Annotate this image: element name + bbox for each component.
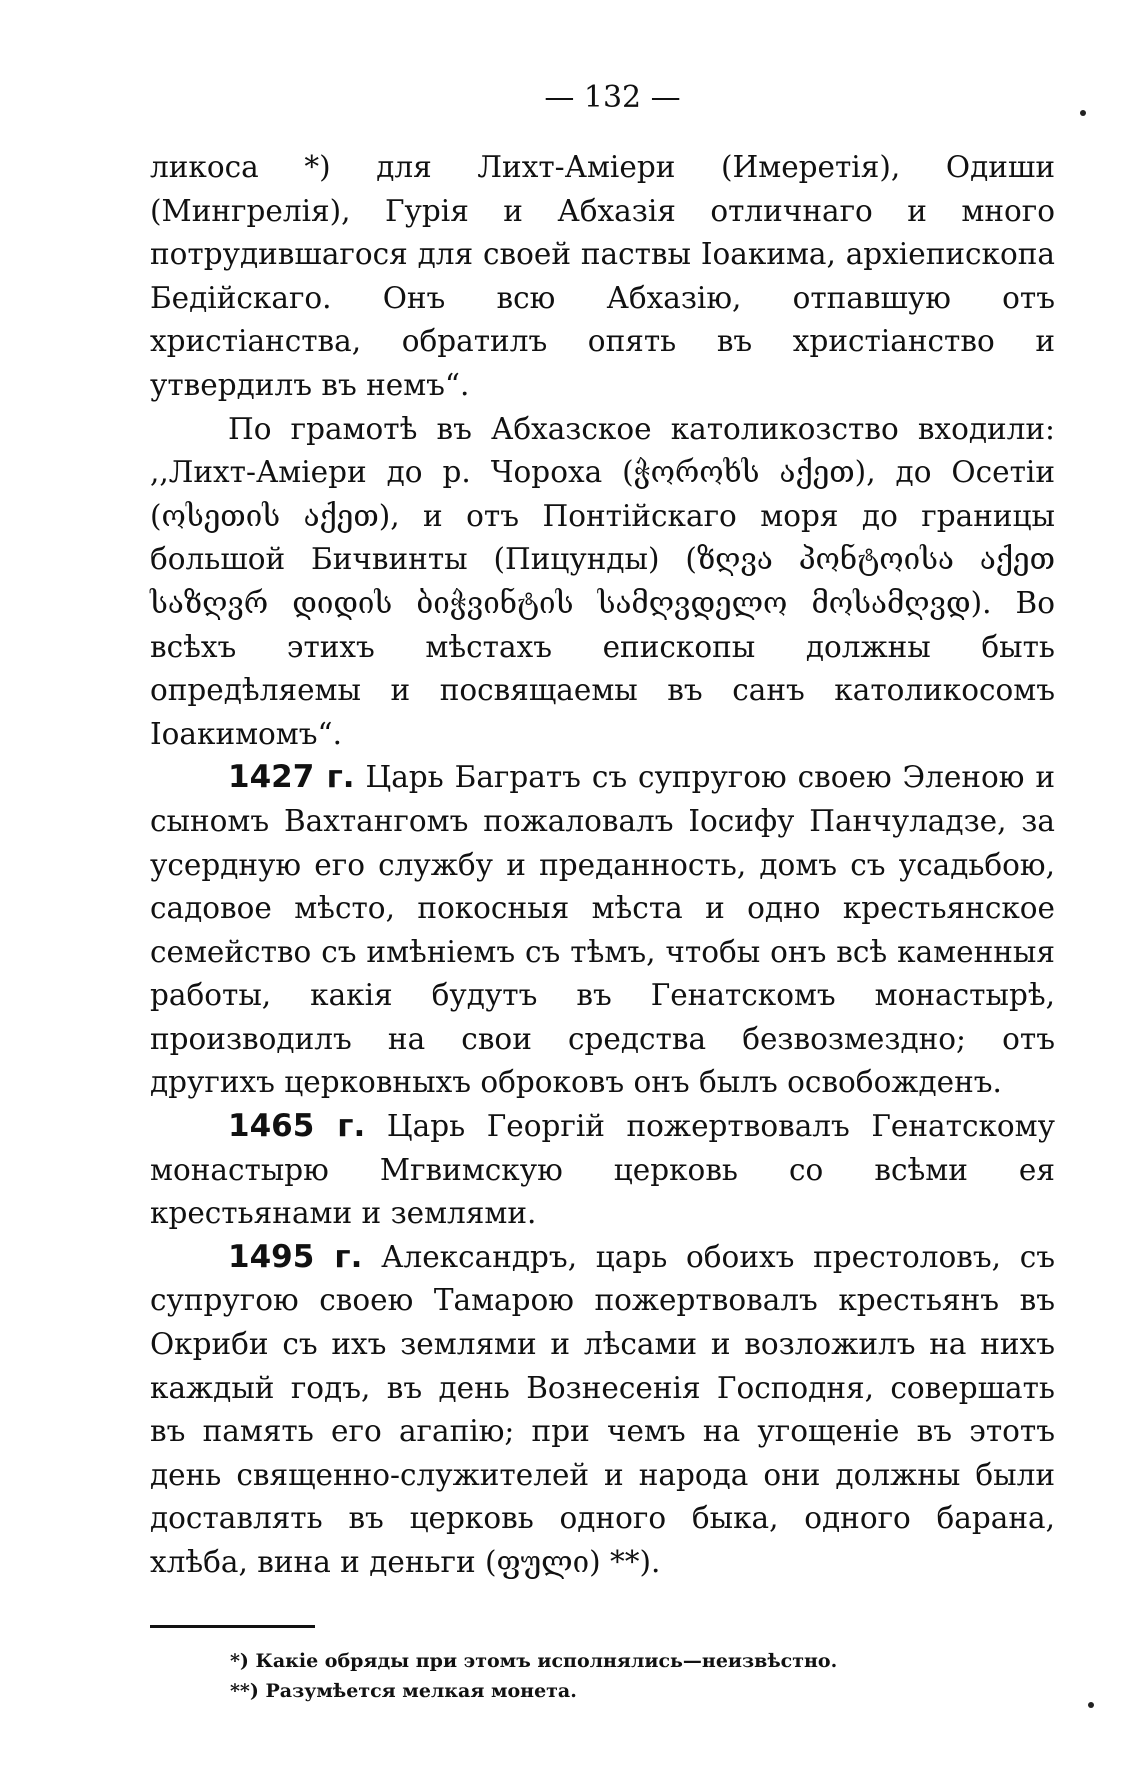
print-speck [1088, 1702, 1094, 1708]
paragraph-text: ликоса *) для Лихт-Аміери (Имеретія), Одиши (Мингрелія), Гурія и Абхазія отличнаго и много потрудившагося для своей паствы Іоакима, архіепископа Бедійскаго. Онъ всю Абхазію, отпавшую отъ христіанства, обратилъ опять въ христіанство и утвердилъ въ немъ“. [150, 150, 1055, 402]
book-page [150, 78, 1055, 1706]
year-heading: 1427 г. [228, 759, 355, 796]
footnote-2: **) Разумѣется мелкая монета. [230, 1679, 577, 1702]
paragraph-1495 [150, 1236, 1055, 1585]
year-heading: 1495 г. [228, 1238, 363, 1275]
paragraph-continuation [150, 146, 1055, 408]
paragraph-text: Царь Георгій пожертвовалъ Генатскому монастырю Мгвимскую церковь со всѣми ея крестьянами и землями. [150, 1109, 1055, 1231]
year-heading: 1465 г. [228, 1108, 366, 1145]
paragraph-text: По грамотѣ въ Абхазское католикозство входили: ,,Лихт-Аміери до р. Чороха (ჭოროხს აქეთ), до Осетіи (ოსეთის აქეთ), и отъ Понтійскаго моря до границы большой Бичвинты (Пицунды) (ზღვა პონტოისა აქეთ საზღვრ დიდის ბიჭვინტის სამღვდელო მოსამღვდ). Во всѣхъ этихъ мѣстахъ епископы должны быть опредѣляемы и посвящаемы въ санъ католикосомъ Іоакимомъ“. [150, 411, 1055, 751]
page-number: — 132 — [544, 80, 681, 115]
footnote-divider [150, 1625, 315, 1628]
print-speck [1080, 110, 1086, 116]
paragraph-1465 [150, 1105, 1055, 1236]
footnote-1: *) Какіе обряды при этомъ исполнялись—неизвѣстно. [230, 1649, 838, 1672]
paragraph-text: Царь Багратъ съ супругою своею Эленою и сыномъ Вахтангомъ пожаловалъ Іосифу Панчуладзе, за усердную его службу и преданность, домъ съ усадьбою, садовое мѣсто, покосныя мѣста и одно крестьянское семейство съ имѣніемъ съ тѣмъ, чтобы онъ всѣ каменныя работы, какія будутъ въ Генатскомъ монастырѣ, производилъ на свои средства безвозмездно; отъ другихъ церковныхъ оброковъ онъ былъ освобожденъ. [150, 760, 1055, 1100]
paragraph-charter [150, 408, 1055, 757]
paragraph-1427 [150, 756, 1055, 1105]
paragraph-text: Александръ, царь обоихъ престоловъ, съ супругою своею Тамарою пожертвовалъ крестьянъ въ Окриби съ ихъ землями и лѣсами и возложилъ на нихъ каждый годъ, въ день Вознесенія Господня, совершать въ память его агапію; при чемъ на угощеніе въ этотъ день священно-служителей и народа они должны были доставлять въ церковь одного быка, одного барана, хлѣба, вина и деньги (ფული) **). [150, 1239, 1055, 1579]
